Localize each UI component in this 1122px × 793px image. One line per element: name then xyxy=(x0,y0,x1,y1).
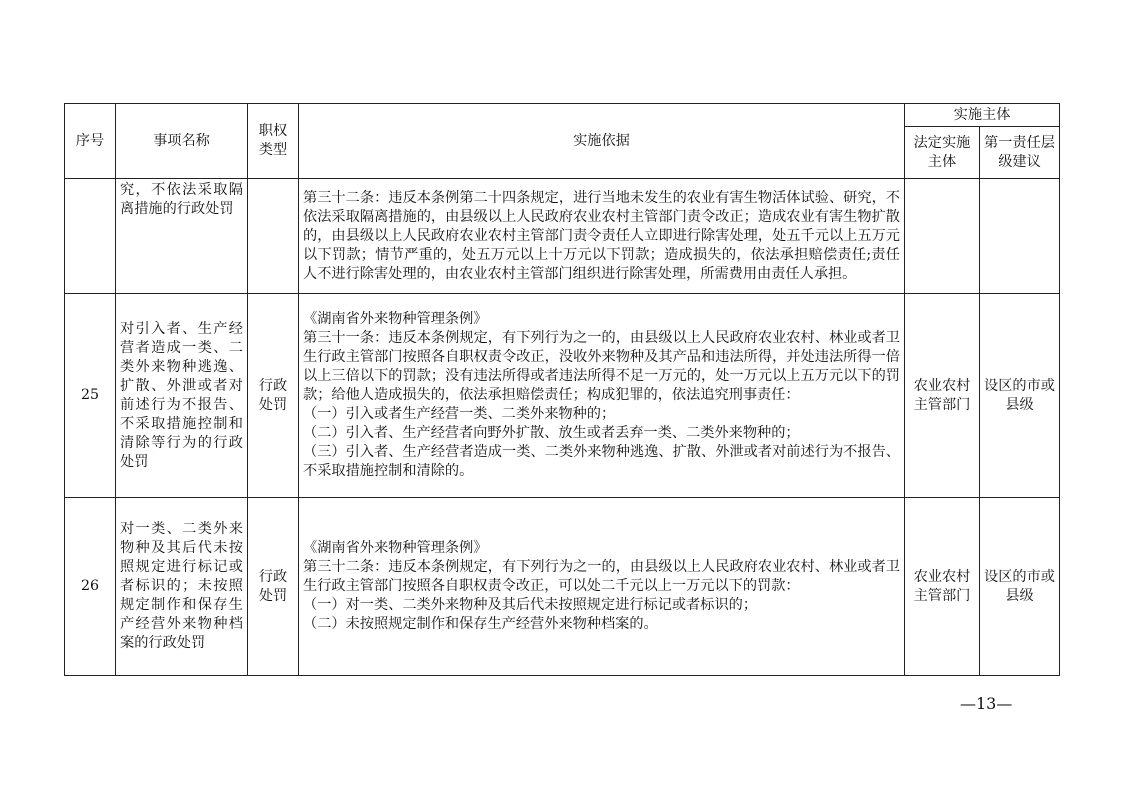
basis-paragraph: 第三十二条：违反本条例规定，有下列行为之一的，由县级以上人民政府农业农村、林业或者卫生行政主管部门按照各自职权责令改正，可以处二千元以上一万元以下的罚款： xyxy=(303,559,900,594)
basis-paragraph: （二）未按照规定制作和保存生产经营外来物种档案的。 xyxy=(303,616,658,632)
cell-first-level xyxy=(980,179,1060,294)
cell-seq xyxy=(65,179,116,294)
cell-type xyxy=(248,179,299,294)
basis-paragraph: 《湖南省外来物种管理条例》 xyxy=(303,311,488,327)
table-row xyxy=(65,498,1060,676)
header-subject-group: 实施主体 xyxy=(905,104,1060,127)
header-legal-subject: 法定实施主体 xyxy=(905,127,980,179)
basis-paragraph: （一）对一类、二类外来物种及其后代未按照规定进行标记或者标识的； xyxy=(303,597,758,613)
cell-type: 行政处罚 xyxy=(248,498,299,676)
cell-seq: 25 xyxy=(65,294,116,498)
cell-basis xyxy=(299,498,905,676)
basis-paragraph: （三）引入者、生产经营者造成一类、二类外来物种逃逸、扩散、外泄或者对前述行为不报告、不采取措施控制和清除的。 xyxy=(303,444,900,479)
basis-paragraph: 《湖南省外来物种管理条例》 xyxy=(303,540,488,556)
cell-first-level: 设区的市或县级 xyxy=(980,498,1060,676)
cell-legal-subject: 农业农村主管部门 xyxy=(905,498,980,676)
header-first-level: 第一责任层级建议 xyxy=(980,127,1060,179)
basis-paragraph: 第三十二条：违反本条例第二十四条规定，进行当地未发生的农业有害生物活体试验、研究，不依法采取隔离措施的，由县级以上人民政府农业农村主管部门责令改正；造成农业有害生物扩散的，由县级以上人民政府农业农村主管部门责令责任人立即进行除害处理，处五千元以上五万元以下罚款；情节严重的，处五万元以上十万元以下罚款；造成损失的，依法承担赔偿责任;责任人不进行除害处理的，由农业农村主管部门组织进行除害处理，所需费用由责任人承担。 xyxy=(303,189,900,282)
cell-seq: 26 xyxy=(65,498,116,676)
header-name: 事项名称 xyxy=(116,104,248,179)
table-row xyxy=(65,179,1060,294)
page-number: —13— xyxy=(960,694,1013,713)
cell-legal-subject xyxy=(905,179,980,294)
cell-item-name: 对一类、二类外来物种及其后代未按照规定进行标记或者标识的；未按照规定制作和保存生产经营外来物种档案的行政处罚 xyxy=(116,498,248,676)
cell-item-name: 究，不依法采取隔离措施的行政处罚 xyxy=(116,179,248,294)
cell-type: 行政处罚 xyxy=(248,294,299,498)
basis-paragraph: （一）引入或者生产经营一类、二类外来物种的； xyxy=(303,406,616,422)
header-type: 职权类型 xyxy=(248,104,299,179)
header-basis: 实施依据 xyxy=(299,104,905,179)
header-seq: 序号 xyxy=(65,104,116,179)
basis-paragraph: 第三十一条：违反本条例规定，有下列行为之一的，由县级以上人民政府农业农村、林业或者卫生行政主管部门按照各自职权责令改正，没收外来物种及其产品和违法所得，并处违法所得一倍以上三倍以下的罚款；没有违法所得或者违法所得不足一万元的，处一万元以上五万元以下的罚款；给他人造成损失的，依法承担赔偿责任；构成犯罪的，依法追究刑事责任： xyxy=(303,330,900,403)
cell-legal-subject: 农业农村主管部门 xyxy=(905,294,980,498)
cell-item-name: 对引入者、生产经营者造成一类、二类外来物种逃逸、扩散、外泄或者对前述行为不报告、不采取措施控制和清除等行为的行政处罚 xyxy=(116,294,248,498)
cell-basis xyxy=(299,294,905,498)
items-table xyxy=(64,103,1060,676)
cell-first-level: 设区的市或县级 xyxy=(980,294,1060,498)
table-row xyxy=(65,294,1060,498)
cell-basis xyxy=(299,179,905,294)
basis-paragraph: （二）引入者、生产经营者向野外扩散、放生或者丢弃一类、二类外来物种的； xyxy=(303,425,800,441)
